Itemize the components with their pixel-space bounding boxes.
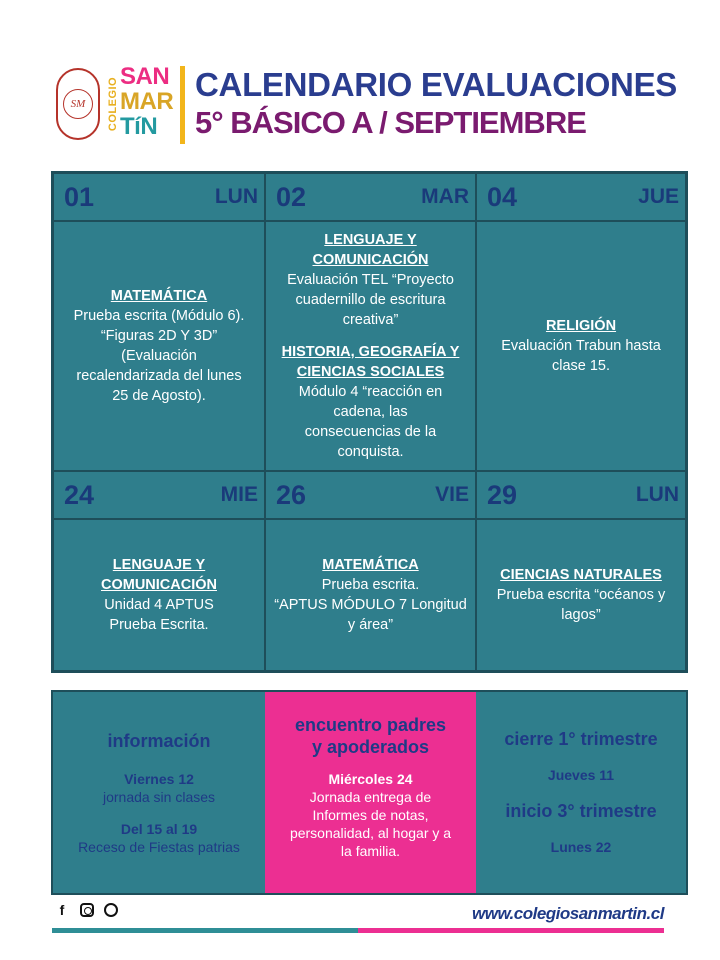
day-name: MIE [220, 483, 258, 506]
day-number: 26 [276, 479, 307, 510]
info-column [53, 692, 265, 893]
eval-line: cadena, las [333, 404, 408, 420]
eval-line: “APTUS MÓDULO 7 Longitud [274, 597, 467, 613]
calendar-grid [51, 171, 688, 673]
eval-line: Prueba escrita “océanos y [496, 587, 666, 603]
eval-line: Unidad 4 APTUS [104, 597, 214, 613]
eval-line: conquista. [337, 444, 404, 460]
eval-line: Prueba escrita (Módulo 6). [73, 308, 245, 324]
day-name: LUN [214, 185, 258, 208]
parents-meeting-column [265, 692, 476, 893]
meeting-text: la familia. [340, 843, 401, 859]
page-title: CALENDARIO EVALUACIONES [195, 66, 678, 103]
eval-line: recalendarizada del lunes [76, 368, 242, 384]
trimester-column [476, 692, 686, 893]
logo-vertical-text: COLEGIO [107, 76, 120, 132]
subject-title: RELIGIÓN [545, 318, 617, 334]
eval-line: clase 15. [551, 358, 611, 374]
day-content-24 [53, 519, 265, 671]
day-content-02 [265, 221, 476, 471]
day-name: JUE [638, 185, 679, 208]
meeting-text: Jornada entrega de [309, 789, 432, 805]
info-date: Viernes 12 [124, 771, 194, 787]
info-panel [51, 690, 688, 895]
eval-line: Módulo 4 “reacción en [298, 384, 443, 400]
school-logo [56, 62, 181, 146]
logo-line-2: MAR [120, 88, 174, 115]
subject-title: MATEMÁTICA [322, 557, 419, 573]
eval-line: lagos” [561, 607, 601, 623]
day-header-29 [476, 471, 686, 519]
eval-line: consecuencias de la [304, 424, 437, 440]
day-number: 29 [487, 479, 518, 510]
day-name: MAR [421, 185, 469, 208]
meeting-date: Miércoles 24 [328, 771, 413, 787]
logo-line-1: SAN [120, 63, 170, 90]
facebook-icon[interactable]: f [59, 902, 65, 918]
trimester-date: Lunes 22 [550, 839, 612, 855]
seal-monogram: SM [63, 89, 93, 119]
logo-wordmark [120, 64, 173, 139]
meeting-title-line: encuentro padres [294, 715, 447, 735]
day-name: VIE [435, 483, 469, 506]
footer-bar-pink [358, 928, 664, 933]
day-number: 01 [64, 181, 95, 212]
eval-line: creativa” [342, 312, 399, 328]
day-number: 02 [276, 181, 307, 212]
day-content-04 [476, 221, 686, 471]
meeting-title-line: y apoderados [311, 737, 430, 757]
eval-line: (Evaluación [121, 348, 197, 364]
day-header-26 [265, 471, 476, 519]
website-link[interactable]: www.colegiosanmartin.cl [472, 904, 664, 923]
eval-line: Evaluación Trabun hasta [501, 338, 661, 354]
subject-title: CIENCIAS NATURALES [500, 567, 662, 583]
info-text: jornada sin clases [102, 789, 216, 805]
info-date: Del 15 al 19 [120, 821, 198, 837]
trimester-title: cierre 1° trimestre [504, 729, 658, 749]
subject-title: MATEMÁTICA [110, 288, 208, 304]
page-subtitle: 5° BÁSICO A / SEPTIEMBRE [195, 105, 586, 140]
trimester-title: inicio 3° trimestre [505, 801, 657, 821]
eval-line: “Figuras 2D Y 3D” [100, 328, 218, 344]
header-divider [180, 66, 185, 144]
eval-line: Evaluación TEL “Proyecto [287, 272, 454, 288]
eval-line: 25 de Agosto). [112, 388, 206, 404]
day-content-26 [265, 519, 476, 671]
subject-title: LENGUAJE Y COMUNICACIÓN [101, 557, 217, 593]
logo-line-3: TíN [120, 113, 158, 140]
trimester-date: Jueves 11 [547, 767, 615, 783]
instagram-icon[interactable] [80, 903, 94, 917]
eval-line: Prueba escrita. [321, 577, 420, 593]
day-name: LUN [635, 483, 679, 506]
meeting-text: personalidad, al hogar y a [289, 825, 452, 841]
social-links [54, 902, 118, 918]
day-header-24 [53, 471, 265, 519]
day-header-01 [53, 173, 265, 221]
meeting-text: Informes de notas, [312, 807, 429, 823]
subject-title: HISTORIA, GEOGRAFÍA Y CIENCIAS SOCIALES [281, 344, 460, 380]
whatsapp-icon[interactable] [104, 903, 118, 917]
eval-line: y área” [347, 617, 394, 633]
day-header-04 [476, 173, 686, 221]
day-header-02 [265, 173, 476, 221]
eval-line: cuadernillo de escritura [295, 292, 446, 308]
subject-title: LENGUAJE Y COMUNICACIÓN [312, 232, 429, 268]
eval-line: Prueba Escrita. [109, 617, 209, 633]
info-title: información [107, 731, 211, 751]
footer-bar-teal [52, 928, 358, 933]
day-content-29 [476, 519, 686, 671]
day-number: 24 [64, 479, 95, 510]
info-text: Receso de Fiestas patrias [78, 839, 240, 855]
day-content-01 [53, 221, 265, 471]
school-seal-icon [56, 68, 100, 140]
day-number: 04 [487, 181, 518, 212]
